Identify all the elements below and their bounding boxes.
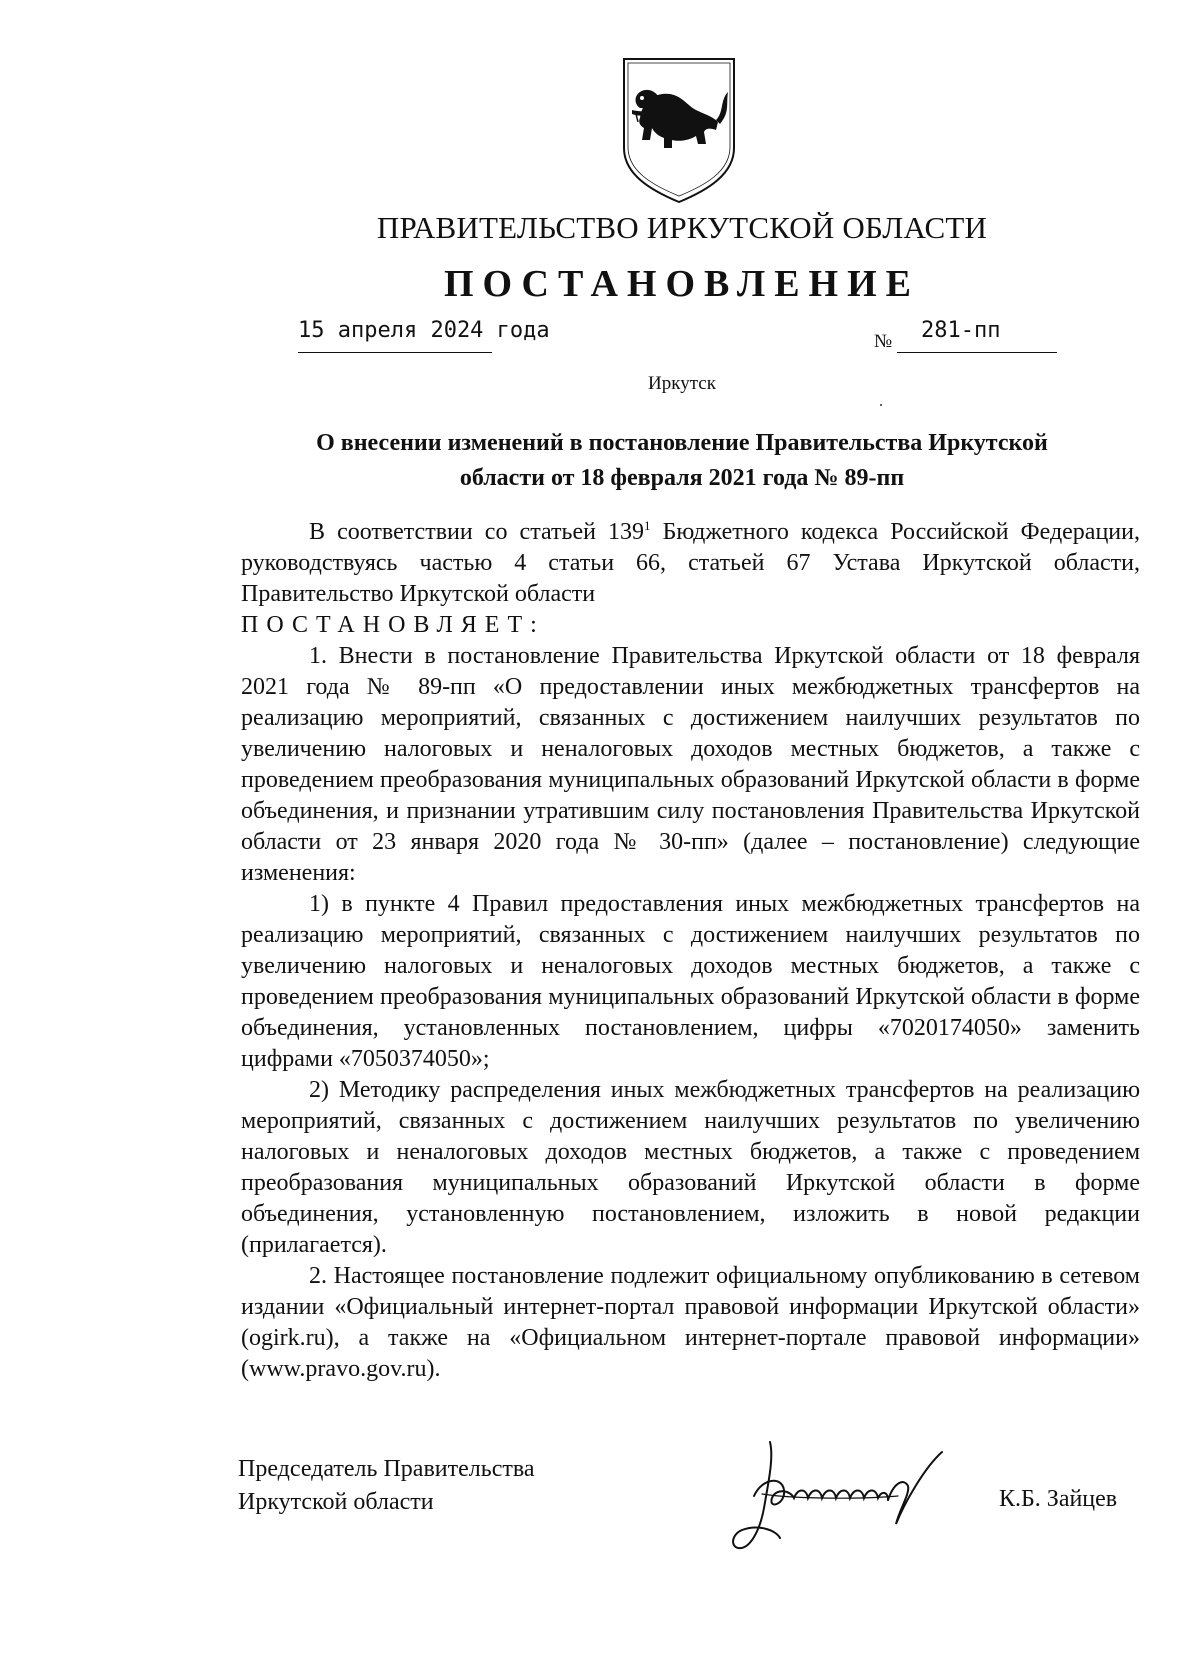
signatory-title xyxy=(238,1453,535,1519)
coat-of-arms-icon xyxy=(620,56,738,204)
signatory-title-line-1: Председатель Правительства xyxy=(238,1456,535,1482)
document-type: ПОСТАНОВЛЕНИЕ xyxy=(443,263,921,305)
clause-2: 2. Настоящее постановление подлежит официальному опубликованию в сетевом издании «Официальный интернет-портал правовой информации Иркутской области» (ogirk.ru), а также на «Официальном интернет-портале правовой информации» (www.pravo.gov.ru). xyxy=(241,1263,1140,1382)
handwritten-signature xyxy=(728,1438,988,1560)
signatory-title-line-2: Иркутской области xyxy=(238,1489,434,1515)
scan-speck xyxy=(880,404,882,406)
clause-1-2: 2) Методику распределения иных межбюджетных трансфертов на реализацию мероприятий, связанных с достижением наилучших результатов по увеличению налоговых и неналоговых доходов местных бюджетов, а также с проведением преобразования муниципальных образований Иркутской области в форме объединения, установленную постановлением, изложить в новой редакции (прилагается). xyxy=(241,1077,1140,1258)
document-subject xyxy=(250,426,1114,496)
decree-word: ПОСТАНОВЛЯЕТ: xyxy=(241,612,545,638)
document-date: 15 апреля 2024 года xyxy=(298,318,550,343)
subject-line-1: О внесении изменений в постановление Правительства Иркутской xyxy=(316,430,1048,456)
clause-1: 1. Внести в постановление Правительства Иркутской области от 18 февраля 2021 года № 89-пп «О предоставлении иных межбюджетных трансфертов на реализацию мероприятий, связанных с достижением наилучших результатов по увеличению налоговых и неналоговых доходов местных бюджетов, а также с проведением преобразования муниципальных образований Иркутской области в форме объединения, и признании утратившим силу постановления Правительства Иркутской области от 23 января 2020 года № 30-пп» (далее – постановление) следующие изменения: xyxy=(241,643,1140,886)
preamble-start: В соответствии со статьей 139 xyxy=(309,519,645,545)
preamble xyxy=(241,517,1140,610)
signatory-name: К.Б. Зайцев xyxy=(999,1486,1118,1512)
clause-1-1: 1) в пункте 4 Правил предоставления иных межбюджетных трансфертов на реализацию мероприятий, связанных с достижением наилучших результатов по увеличению налоговых и неналоговых доходов местных бюджетов, а также с проведением преобразования муниципальных образований Иркутской области в форме объединения, установленных постановлением, цифры «7020174050» заменить цифрами «7050374050»; xyxy=(241,891,1140,1072)
subject-line-2: области от 18 февраля 2021 года № 89-пп xyxy=(459,465,905,491)
preamble-rest: Бюджетного кодекса Российской Федерации, руководствуясь частью 4 статьи 66, статьей 67 Устава Иркутской области, Правительство Иркутской области xyxy=(241,519,1140,607)
number-sign: № xyxy=(874,331,893,352)
city: Иркутск xyxy=(648,373,716,394)
article-superscript: 1 xyxy=(644,518,651,533)
document-body xyxy=(241,517,1140,1385)
government-title: ПРАВИТЕЛЬСТВО ИРКУТСКОЙ ОБЛАСТИ xyxy=(376,210,988,245)
document-number: 281-пп xyxy=(921,318,1001,343)
